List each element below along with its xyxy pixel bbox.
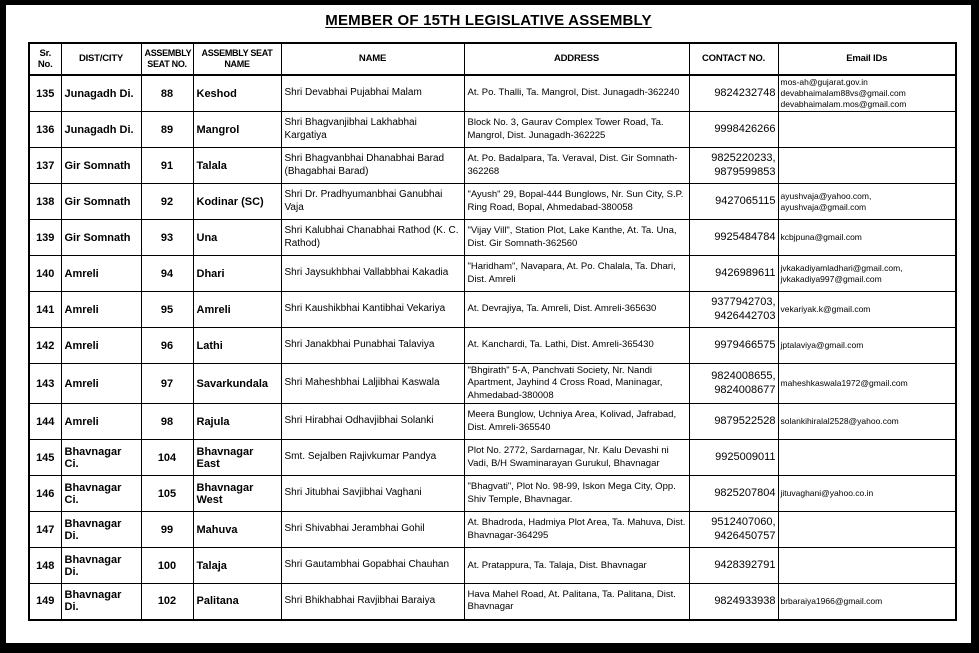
cell-address: "Ayush" 29, Bopal-444 Bunglows, Nr. Sun City, S.P. Ring Road, Bopal, Ahmedabad-380058 [464,184,689,220]
cell-assembly-seat-no: 102 [141,584,193,620]
cell-dist-city: Bhavnagar Di. [61,512,141,548]
cell-contact-no: 9428392791 [689,548,778,584]
cell-address: Block No. 3, Gaurav Complex Tower Road, Ta. Mangrol, Dist. Junagadh-362225 [464,112,689,148]
cell-assembly-seat-name: Palitana [193,584,281,620]
cell-sr-no: 144 [29,404,61,440]
col-header-address: ADDRESS [464,43,689,75]
cell-member-name: Shri Kaushikbhai Kantibhai Vekariya [281,292,464,328]
cell-member-name: Shri Bhagvanjibhai Lakhabhai Kargatiya [281,112,464,148]
cell-assembly-seat-name: Una [193,220,281,256]
table-row [29,476,956,512]
cell-assembly-seat-name: Savarkundala [193,364,281,404]
cell-member-name: Shri Dr. Pradhyumanbhai Ganubhai Vaja [281,184,464,220]
cell-assembly-seat-name: Mahuva [193,512,281,548]
cell-member-name: Shri Maheshbhai Laljibhai Kaswala [281,364,464,404]
table-row [29,184,956,220]
table-row [29,440,956,476]
cell-assembly-seat-name: Talaja [193,548,281,584]
cell-member-name: Shri Gautambhai Gopabhai Chauhan [281,548,464,584]
cell-address: "Vijay Vill", Station Plot, Lake Kanthe, At. Ta. Una, Dist. Gir Somnath-362560 [464,220,689,256]
table-row [29,328,956,364]
cell-member-name: Shri Janakbhai Punabhai Talaviya [281,328,464,364]
cell-member-name: Smt. Sejalben Rajivkumar Pandya [281,440,464,476]
table-row [29,75,956,112]
cell-assembly-seat-name: Bhavnagar East [193,440,281,476]
cell-address: Plot No. 2772, Sardarnagar, Nr. Kalu Devashi ni Vadi, B/H Swaminarayan Gurukul, Bhavnagar [464,440,689,476]
cell-address: At. Po. Thalli, Ta. Mangrol, Dist. Junagadh-362240 [464,75,689,112]
cell-email-ids: brbaraiya1966@gmail.com [778,584,956,620]
table-row [29,404,956,440]
cell-dist-city: Amreli [61,404,141,440]
cell-dist-city: Bhavnagar Di. [61,548,141,584]
table-row [29,548,956,584]
cell-assembly-seat-name: Rajula [193,404,281,440]
cell-email-ids [778,148,956,184]
cell-dist-city: Bhavnagar Ci. [61,476,141,512]
table-row [29,220,956,256]
cell-sr-no: 137 [29,148,61,184]
cell-assembly-seat-no: 91 [141,148,193,184]
col-header-assembly-seat-no: ASSEMBLY SEAT NO. [141,43,193,75]
col-header-contact-no: CONTACT NO. [689,43,778,75]
cell-member-name: Shri Jitubhai Savjibhai Vaghani [281,476,464,512]
cell-email-ids [778,112,956,148]
cell-email-ids: maheshkaswala1972@gmail.com [778,364,956,404]
cell-assembly-seat-name: Bhavnagar West [193,476,281,512]
cell-address: "Bhgirath" 5-A, Panchvati Society, Nr. Nandi Apartment, Jayhind 4 Cross Road, Maninagar, Ahmedabad-380008 [464,364,689,404]
cell-email-ids: kcbjpuna@gmail.com [778,220,956,256]
header-row [29,43,956,75]
cell-contact-no: 9824232748 [689,75,778,112]
cell-assembly-seat-no: 98 [141,404,193,440]
cell-assembly-seat-name: Kodinar (SC) [193,184,281,220]
cell-contact-no: 9824933938 [689,584,778,620]
cell-assembly-seat-no: 97 [141,364,193,404]
page-title: MEMBER OF 15TH LEGISLATIVE ASSEMBLY [325,12,652,29]
cell-contact-no: 9377942703, 9426442703 [689,292,778,328]
col-header-dist-city: DIST/CITY [61,43,141,75]
cell-assembly-seat-no: 99 [141,512,193,548]
cell-sr-no: 141 [29,292,61,328]
cell-sr-no: 146 [29,476,61,512]
cell-sr-no: 142 [29,328,61,364]
cell-assembly-seat-name: Amreli [193,292,281,328]
cell-contact-no: 9512407060, 9426450757 [689,512,778,548]
cell-assembly-seat-no: 93 [141,220,193,256]
cell-address: At. Po. Badalpara, Ta. Veraval, Dist. Gir Somnath-362268 [464,148,689,184]
cell-contact-no: 9979466575 [689,328,778,364]
cell-dist-city: Amreli [61,328,141,364]
cell-email-ids: solankihiralal2528@yahoo.com [778,404,956,440]
cell-assembly-seat-no: 88 [141,75,193,112]
cell-email-ids: mos-ah@gujarat.gov.in devabhaimalam88vs@gmail.com devabhaimalam.mos@gmail.com [778,75,956,112]
cell-dist-city: Gir Somnath [61,184,141,220]
cell-email-ids: jvkakadiyamladhari@gmail.com, jvkakadiya997@gmail.com [778,256,956,292]
col-header-name: NAME [281,43,464,75]
cell-sr-no: 138 [29,184,61,220]
cell-contact-no: 9427065115 [689,184,778,220]
cell-email-ids [778,512,956,548]
col-header-sr-no: Sr. No. [29,43,61,75]
cell-assembly-seat-no: 92 [141,184,193,220]
cell-contact-no: 9825220233, 9879599853 [689,148,778,184]
cell-sr-no: 149 [29,584,61,620]
cell-assembly-seat-no: 104 [141,440,193,476]
cell-assembly-seat-name: Mangrol [193,112,281,148]
cell-contact-no: 9925484784 [689,220,778,256]
cell-assembly-seat-no: 100 [141,548,193,584]
cell-assembly-seat-name: Talala [193,148,281,184]
cell-email-ids: jituvaghani@yahoo.co.in [778,476,956,512]
cell-member-name: Shri Devabhai Pujabhai Malam [281,75,464,112]
cell-contact-no: 9998426266 [689,112,778,148]
cell-contact-no: 9925009011 [689,440,778,476]
cell-dist-city: Bhavnagar Di. [61,584,141,620]
table-row [29,148,956,184]
cell-dist-city: Gir Somnath [61,148,141,184]
cell-assembly-seat-name: Keshod [193,75,281,112]
table-row [29,512,956,548]
cell-sr-no: 145 [29,440,61,476]
cell-assembly-seat-no: 95 [141,292,193,328]
cell-member-name: Shri Hirabhai Odhavjibhai Solanki [281,404,464,440]
cell-email-ids: ayushvaja@yahoo.com, ayushvaja@gmail.com [778,184,956,220]
cell-member-name: Shri Bhagvanbhai Dhanabhai Barad (Bhagabhai Barad) [281,148,464,184]
table-header [29,43,956,75]
cell-sr-no: 136 [29,112,61,148]
cell-member-name: Shri Jaysukhbhai Vallabbhai Kakadia [281,256,464,292]
cell-sr-no: 139 [29,220,61,256]
cell-address: At. Devrajiya, Ta. Amreli, Dist. Amreli-365630 [464,292,689,328]
cell-address: At. Bhadroda, Hadmiya Plot Area, Ta. Mahuva, Dist. Bhavnagar-364295 [464,512,689,548]
cell-sr-no: 143 [29,364,61,404]
page-frame [6,5,971,643]
table-row [29,256,956,292]
cell-contact-no: 9879522528 [689,404,778,440]
cell-assembly-seat-name: Lathi [193,328,281,364]
cell-dist-city: Junagadh Di. [61,75,141,112]
cell-assembly-seat-no: 96 [141,328,193,364]
cell-email-ids: vekariyak.k@gmail.com [778,292,956,328]
cell-contact-no: 9824008655, 9824008677 [689,364,778,404]
cell-contact-no: 9825207804 [689,476,778,512]
cell-dist-city: Gir Somnath [61,220,141,256]
cell-email-ids [778,440,956,476]
cell-assembly-seat-no: 105 [141,476,193,512]
cell-contact-no: 9426989611 [689,256,778,292]
cell-address: At. Pratappura, Ta. Talaja, Dist. Bhavnagar [464,548,689,584]
cell-assembly-seat-no: 94 [141,256,193,292]
col-header-assembly-seat-name: ASSEMBLY SEAT NAME [193,43,281,75]
cell-dist-city: Amreli [61,292,141,328]
cell-member-name: Shri Bhikhabhai Ravjibhai Baraiya [281,584,464,620]
col-header-email-ids: Email IDs [778,43,956,75]
members-table [28,42,957,621]
table-row [29,292,956,328]
table-body [29,75,956,620]
cell-address: "Haridham", Navapara, At. Po. Chalala, Ta. Dhari, Dist. Amreli [464,256,689,292]
cell-address: Meera Bunglow, Uchniya Area, Kolivad, Jafrabad, Dist. Amreli-365540 [464,404,689,440]
cell-assembly-seat-no: 89 [141,112,193,148]
cell-address: Hava Mahel Road, At. Palitana, Ta. Palitana, Dist. Bhavnagar [464,584,689,620]
cell-member-name: Shri Shivabhai Jerambhai Gohil [281,512,464,548]
cell-address: At. Kanchardi, Ta. Lathi, Dist. Amreli-365430 [464,328,689,364]
cell-email-ids [778,548,956,584]
cell-email-ids: jptalaviya@gmail.com [778,328,956,364]
cell-member-name: Shri Kalubhai Chanabhai Rathod (K. C. Rathod) [281,220,464,256]
cell-sr-no: 147 [29,512,61,548]
cell-assembly-seat-name: Dhari [193,256,281,292]
table-row [29,584,956,620]
cell-address: "Bhagvati", Plot No. 98-99, Iskon Mega City, Opp. Shiv Temple, Bhavnagar. [464,476,689,512]
cell-sr-no: 135 [29,75,61,112]
cell-dist-city: Amreli [61,256,141,292]
table-row [29,112,956,148]
cell-dist-city: Bhavnagar Ci. [61,440,141,476]
cell-dist-city: Amreli [61,364,141,404]
cell-sr-no: 148 [29,548,61,584]
table-row [29,364,956,404]
cell-sr-no: 140 [29,256,61,292]
cell-dist-city: Junagadh Di. [61,112,141,148]
